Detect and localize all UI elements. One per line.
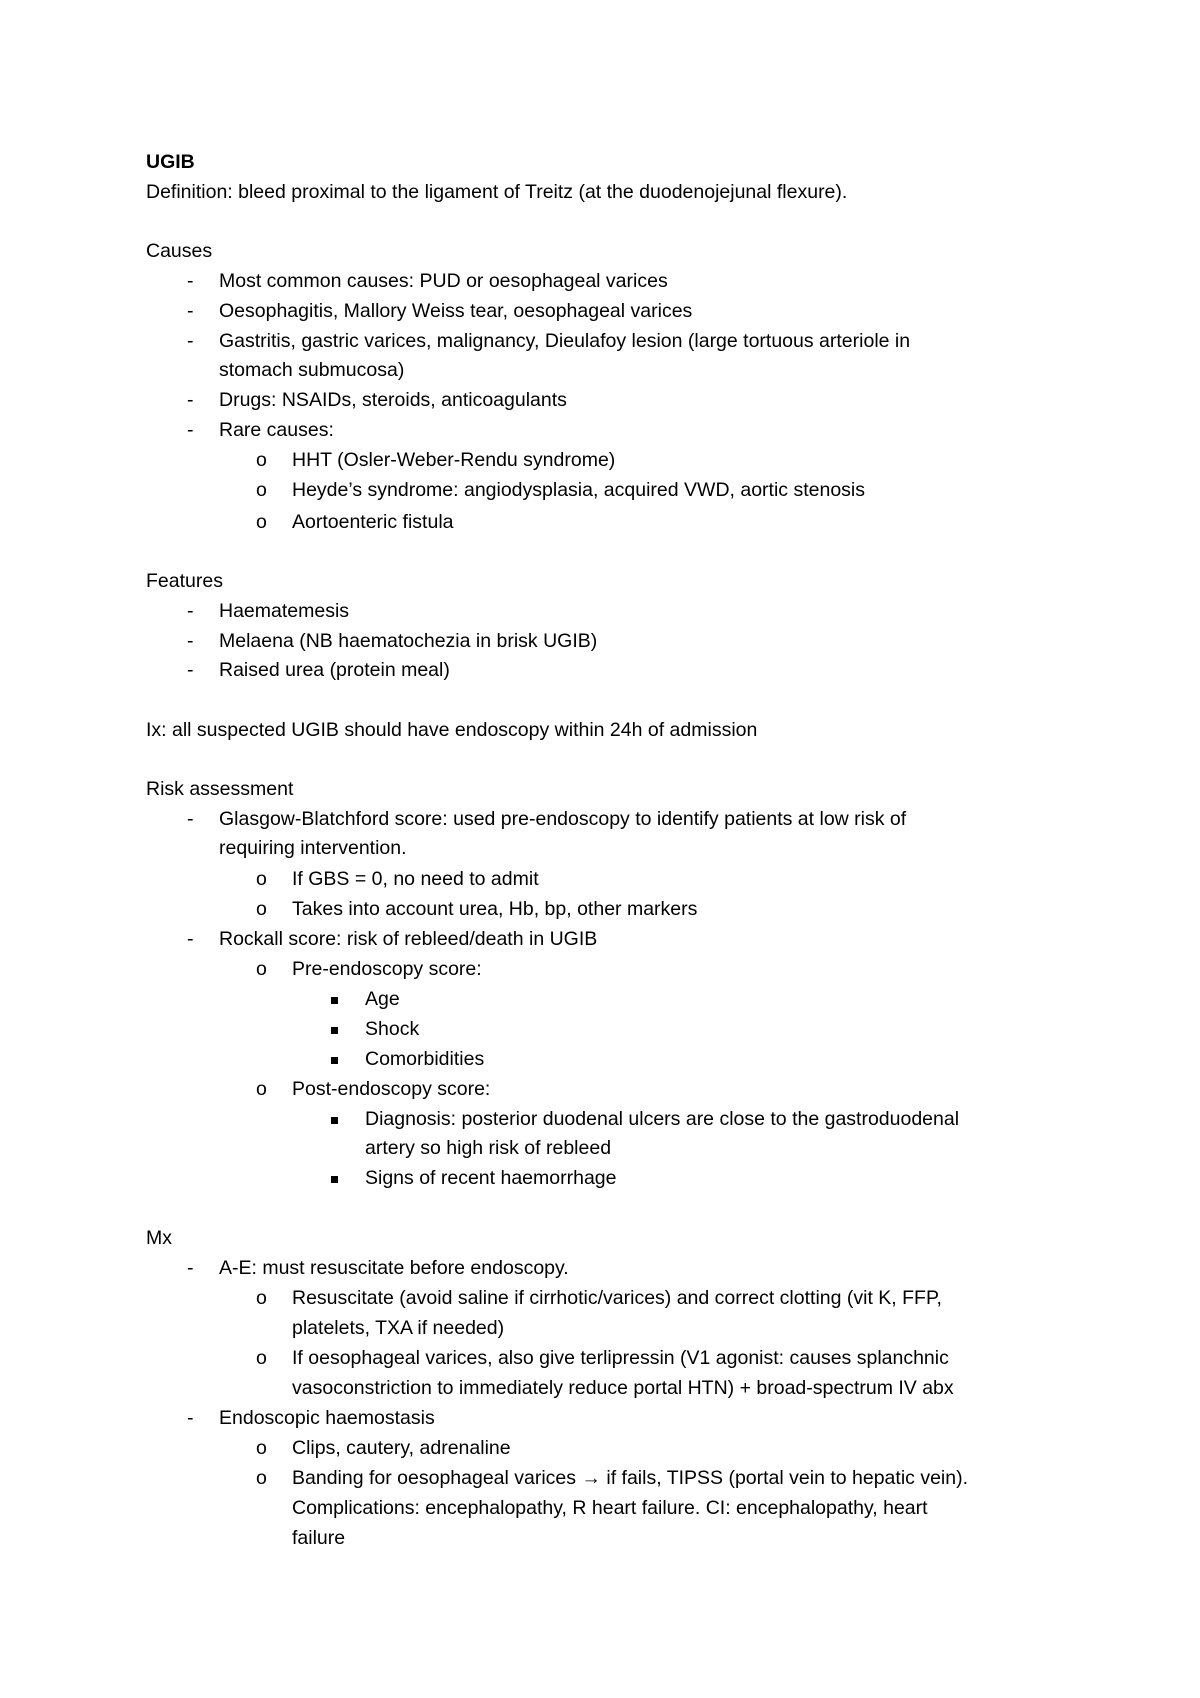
bullet-circle: o — [256, 511, 267, 533]
list-item: Glasgow-Blatchford score: used pre-endoscopy to identify patients at low risk of — [219, 808, 907, 830]
sub-sub-list-item: Signs of recent haemorrhage — [365, 1167, 617, 1189]
sub-list-item: Banding for oesophageal varices → if fails, TIPSS (portal vein to hepatic vein). — [292, 1467, 968, 1489]
sub-list-item: Clips, cautery, adrenaline — [292, 1437, 511, 1459]
sub-list-item: Aortoenteric fistula — [292, 511, 454, 533]
list-item-continuation: requiring intervention. — [219, 837, 407, 859]
sub-list-item: Takes into account urea, Hb, bp, other markers — [292, 898, 698, 920]
sub-sub-list-item: Comorbidities — [365, 1048, 485, 1070]
sub-list-item: If GBS = 0, no need to admit — [292, 868, 539, 890]
bullet-square — [331, 1117, 338, 1124]
bullet-circle: o — [256, 868, 267, 890]
list-item: Rare causes: — [219, 419, 334, 441]
sub-sub-list-item: Age — [365, 988, 400, 1010]
sub-list-item: Heyde’s syndrome: angiodysplasia, acquired VWD, aortic stenosis — [292, 479, 865, 501]
risk-heading: Risk assessment — [146, 778, 294, 800]
list-item: Rockall score: risk of rebleed/death in UGIB — [219, 928, 598, 950]
bullet-dash: - — [187, 1407, 194, 1429]
bullet-circle: o — [256, 1467, 267, 1489]
list-item: Endoscopic haemostasis — [219, 1407, 435, 1429]
bullet-square — [331, 997, 338, 1004]
bullet-dash: - — [187, 419, 194, 441]
list-item: Most common causes: PUD or oesophageal varices — [219, 270, 668, 292]
bullet-circle: o — [256, 449, 267, 471]
sub-sub-list-item-continuation: artery so high risk of rebleed — [365, 1137, 612, 1159]
bullet-circle: o — [256, 479, 267, 501]
bullet-circle: o — [256, 1347, 267, 1369]
bullet-circle: o — [256, 958, 267, 980]
list-item: Raised urea (protein meal) — [219, 659, 450, 681]
features-heading: Features — [146, 570, 223, 592]
bullet-dash: - — [187, 330, 194, 352]
list-item: Haematemesis — [219, 600, 350, 622]
bullet-dash: - — [187, 659, 194, 681]
list-item: Gastritis, gastric varices, malignancy, Dieulafoy lesion (large tortuous arteriole in — [219, 330, 911, 352]
bullet-dash: - — [187, 1257, 194, 1279]
document-title: UGIB — [146, 151, 195, 173]
sub-list-item: Post-endoscopy score: — [292, 1078, 491, 1100]
ix-text: Ix: all suspected UGIB should have endoscopy within 24h of admission — [146, 719, 758, 741]
bullet-circle: o — [256, 1437, 267, 1459]
bullet-circle: o — [256, 1287, 267, 1309]
bullet-dash: - — [187, 808, 194, 830]
sub-list-item: HHT (Osler-Weber-Rendu syndrome) — [292, 449, 616, 471]
bullet-square — [331, 1057, 338, 1064]
bullet-dash: - — [187, 928, 194, 950]
bullet-square — [331, 1027, 338, 1034]
list-item-continuation: stomach submucosa) — [219, 359, 405, 381]
definition-text: Definition: bleed proximal to the ligament of Treitz (at the duodenojejunal flexure). — [146, 181, 848, 203]
sub-sub-list-item: Shock — [365, 1018, 420, 1040]
bullet-dash: - — [187, 630, 194, 652]
list-item: Oesophagitis, Mallory Weiss tear, oesophageal varices — [219, 300, 693, 322]
list-item: A-E: must resuscitate before endoscopy. — [219, 1257, 569, 1279]
sub-list-item-continuation: platelets, TXA if needed) — [292, 1317, 505, 1339]
bullet-dash: - — [187, 300, 194, 322]
sub-list-item-continuation: failure — [292, 1527, 346, 1549]
list-item: Drugs: NSAIDs, steroids, anticoagulants — [219, 389, 567, 411]
bullet-square — [331, 1176, 338, 1183]
bullet-dash: - — [187, 600, 194, 622]
bullet-dash: - — [187, 389, 194, 411]
sub-list-item: Resuscitate (avoid saline if cirrhotic/varices) and correct clotting (vit K, FFP, — [292, 1287, 942, 1309]
sub-list-item-continuation: Complications: encephalopathy, R heart failure. CI: encephalopathy, heart — [292, 1497, 928, 1519]
causes-heading: Causes — [146, 240, 213, 262]
bullet-circle: o — [256, 1078, 267, 1100]
mx-heading: Mx — [146, 1227, 172, 1249]
sub-list-item-continuation: vasoconstriction to immediately reduce portal HTN) + broad-spectrum IV abx — [292, 1377, 954, 1399]
sub-list-item: If oesophageal varices, also give terlipressin (V1 agonist: causes splanchnic — [292, 1347, 949, 1369]
list-item: Melaena (NB haematochezia in brisk UGIB) — [219, 630, 598, 652]
bullet-dash: - — [187, 270, 194, 292]
sub-list-item: Pre-endoscopy score: — [292, 958, 482, 980]
sub-sub-list-item: Diagnosis: posterior duodenal ulcers are close to the gastroduodenal — [365, 1108, 960, 1130]
bullet-circle: o — [256, 898, 267, 920]
